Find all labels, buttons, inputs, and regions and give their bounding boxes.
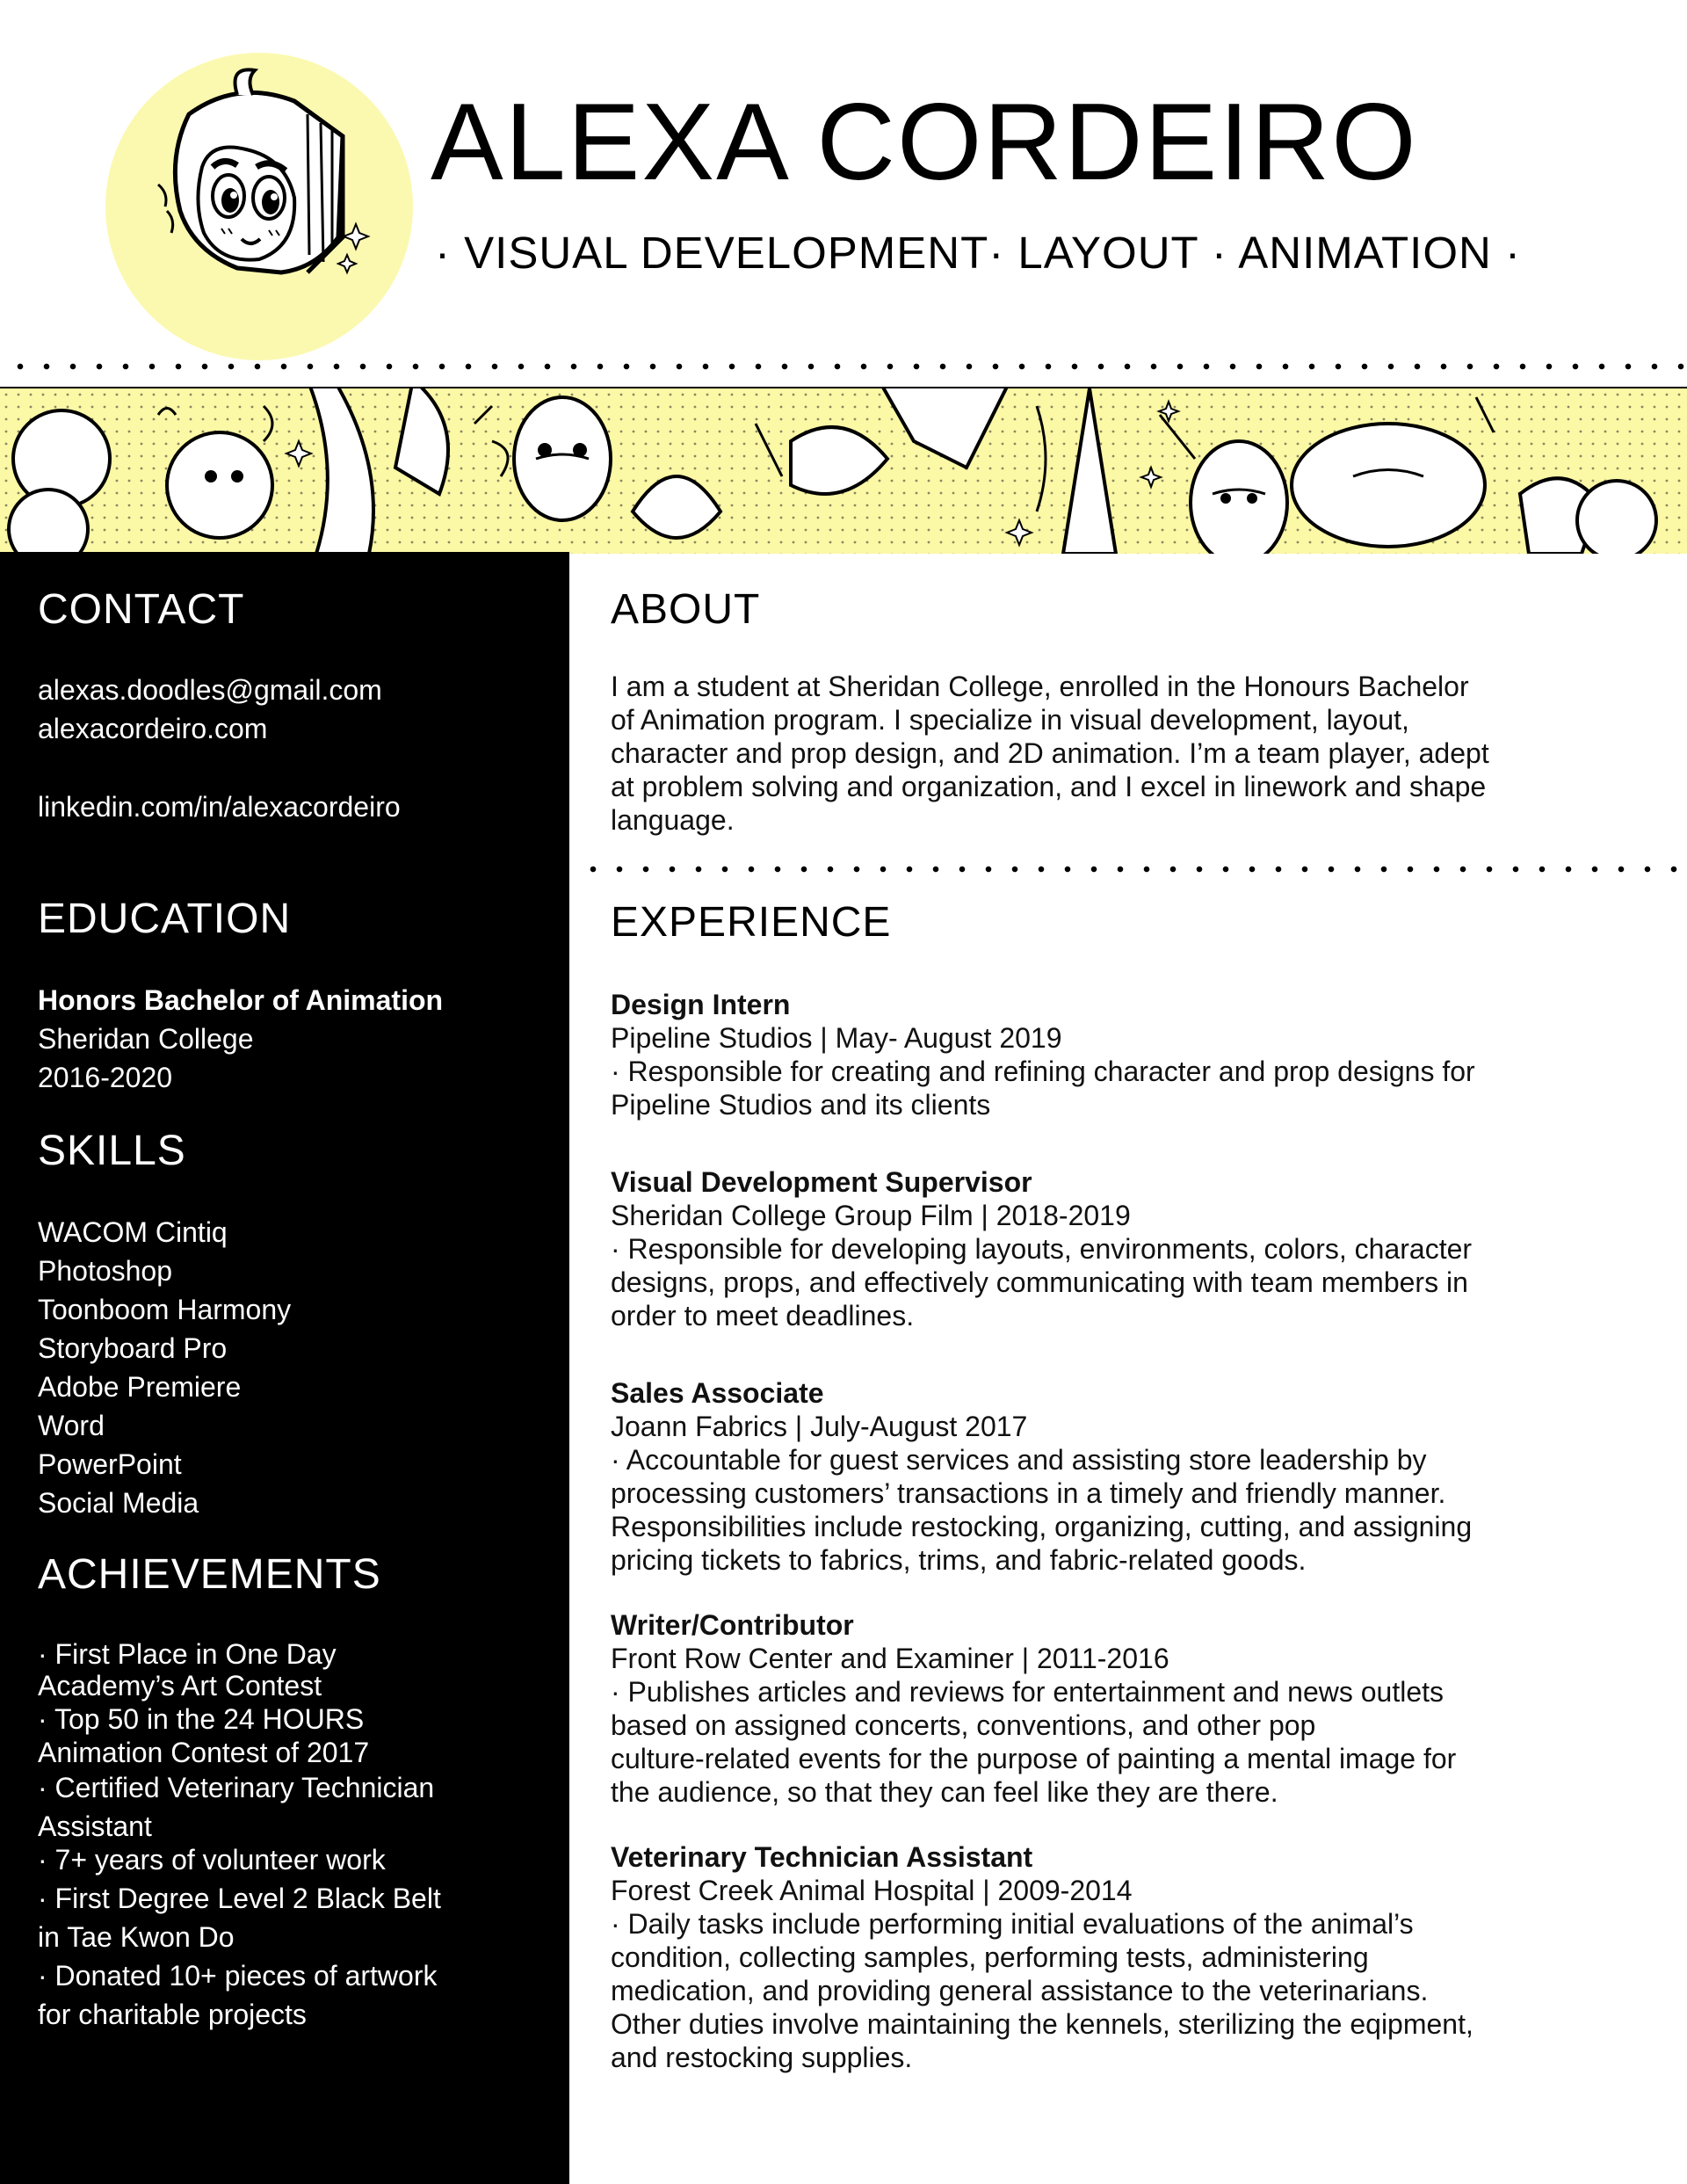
job-title: Sales Associate	[611, 1377, 824, 1409]
education-degree: Honors Bachelor of Animation	[38, 984, 444, 1016]
job-line: processing customers’ transactions in a timely and friendly manner.	[611, 1477, 1446, 1509]
about-line: language.	[611, 804, 735, 836]
job-line: pricing tickets to fabrics, trims, and fabric-related goods.	[611, 1544, 1307, 1576]
doodle-banner	[0, 387, 1687, 554]
job-line: based on assigned concerts, conventions, and other pop	[611, 1709, 1316, 1741]
doodle-illustration-icon	[0, 388, 1687, 554]
about-line: I am a student at Sheridan College, enrolled in the Honours Bachelor	[611, 671, 1469, 702]
education-years: 2016-2020	[38, 1062, 173, 1093]
resume-header	[0, 0, 1687, 360]
about-text	[611, 670, 1665, 837]
achievements-heading: ACHIEVEMENTS	[38, 1551, 381, 1598]
about-line: character and prop design, and 2D animation. I’m a team player, adept	[611, 737, 1489, 769]
achievement-line: in Tae Kwon Do	[38, 1921, 235, 1953]
skills-heading: SKILLS	[38, 1128, 186, 1174]
job-line: culture-related events for the purpose of painting a mental image for	[611, 1743, 1457, 1774]
job-line: Responsibilities include restocking, organizing, cutting, and assigning	[611, 1511, 1473, 1542]
avatar-illustration	[105, 53, 413, 360]
achievement-line: · 7+ years of volunteer work	[38, 1844, 386, 1876]
achievement-line: · Top 50 in the 24 HOURS	[38, 1703, 365, 1735]
candidate-name: ALEXA CORDEIRO	[431, 82, 1418, 203]
job-title: Visual Development Supervisor	[611, 1166, 1032, 1198]
about-heading: ABOUT	[611, 586, 761, 633]
contact-website[interactable]: alexacordeiro.com	[38, 713, 268, 744]
sidebar	[0, 552, 569, 2184]
job-entry	[611, 1376, 1665, 1577]
education-school: Sheridan College	[38, 1023, 254, 1055]
skill-item: Word	[38, 1410, 105, 1441]
achievement-line: Academy’s Art Contest	[38, 1670, 322, 1701]
job-line: · Accountable for guest services and assisting store leadership by	[611, 1444, 1427, 1476]
cartoon-portrait-icon	[105, 53, 413, 360]
skill-item: PowerPoint	[38, 1448, 182, 1480]
job-line: designs, props, and effectively communicating with team members in	[611, 1266, 1468, 1298]
job-entry	[611, 1608, 1665, 1809]
job-line: Other duties involve maintaining the kennels, sterilizing the eqipment,	[611, 2008, 1473, 2040]
achievement-line: · Certified Veterinary Technician	[38, 1772, 435, 1803]
job-org: Pipeline Studios | May- August 2019	[611, 1022, 1062, 1054]
contact-heading: CONTACT	[38, 586, 245, 633]
job-line: · Daily tasks include performing initial evaluations of the animal’s	[611, 1908, 1414, 1940]
job-org: Front Row Center and Examiner | 2011-2016	[611, 1643, 1169, 1674]
job-entry	[611, 1840, 1665, 2074]
job-line: Pipeline Studios and its clients	[611, 1089, 991, 1121]
job-line: order to meet deadlines.	[611, 1300, 915, 1331]
skill-item: Social Media	[38, 1487, 199, 1519]
job-line: · Publishes articles and reviews for entertainment and news outlets	[611, 1676, 1444, 1708]
achievement-line: Assistant	[38, 1810, 152, 1842]
job-title: Design Intern	[611, 989, 791, 1020]
job-line: the audience, so that they can feel like they are there.	[611, 1776, 1278, 1808]
contact-email[interactable]: alexas.doodles@gmail.com	[38, 674, 382, 706]
candidate-tagline: · VISUAL DEVELOPMENT· LAYOUT · ANIMATION ·	[435, 228, 1521, 278]
job-org: Joann Fabrics | July-August 2017	[611, 1411, 1028, 1442]
experience-heading: EXPERIENCE	[611, 899, 892, 946]
achievement-line: · First Degree Level 2 Black Belt	[38, 1883, 441, 1914]
dotted-divider	[580, 865, 1687, 874]
job-entry	[611, 988, 1665, 1121]
job-line: medication, and providing general assistance to the veterinarians.	[611, 1975, 1429, 2006]
dotted-divider	[0, 362, 1687, 371]
job-line: condition, collecting samples, performing tests, administering	[611, 1941, 1369, 1973]
skill-item: Adobe Premiere	[38, 1371, 242, 1403]
education-heading: EDUCATION	[38, 896, 292, 942]
job-org: Sheridan College Group Film | 2018-2019	[611, 1200, 1131, 1231]
job-line: and restocking supplies.	[611, 2042, 913, 2073]
job-entry	[611, 1165, 1665, 1332]
achievement-line: Animation Contest of 2017	[38, 1737, 370, 1768]
job-line: · Responsible for creating and refining character and prop designs for	[611, 1056, 1475, 1087]
skill-item: Photoshop	[38, 1255, 173, 1287]
job-line: · Responsible for developing layouts, environments, colors, character	[611, 1233, 1473, 1265]
job-title: Writer/Contributor	[611, 1609, 854, 1641]
skill-item: Toonboom Harmony	[38, 1294, 292, 1325]
job-title: Veterinary Technician Assistant	[611, 1841, 1033, 1873]
job-org: Forest Creek Animal Hospital | 2009-2014	[611, 1875, 1133, 1906]
skill-item: WACOM Cintiq	[38, 1216, 228, 1248]
achievement-line: · First Place in One Day	[38, 1638, 337, 1670]
skill-item: Storyboard Pro	[38, 1332, 228, 1364]
about-line: of Animation program. I specialize in visual development, layout,	[611, 704, 1409, 736]
about-line: at problem solving and organization, and I excel in linework and shape	[611, 771, 1487, 802]
achievement-line: · Donated 10+ pieces of artwork	[38, 1960, 438, 1992]
contact-linkedin[interactable]: linkedin.com/in/alexacordeiro	[38, 791, 401, 823]
achievement-line: for charitable projects	[38, 1999, 307, 2030]
